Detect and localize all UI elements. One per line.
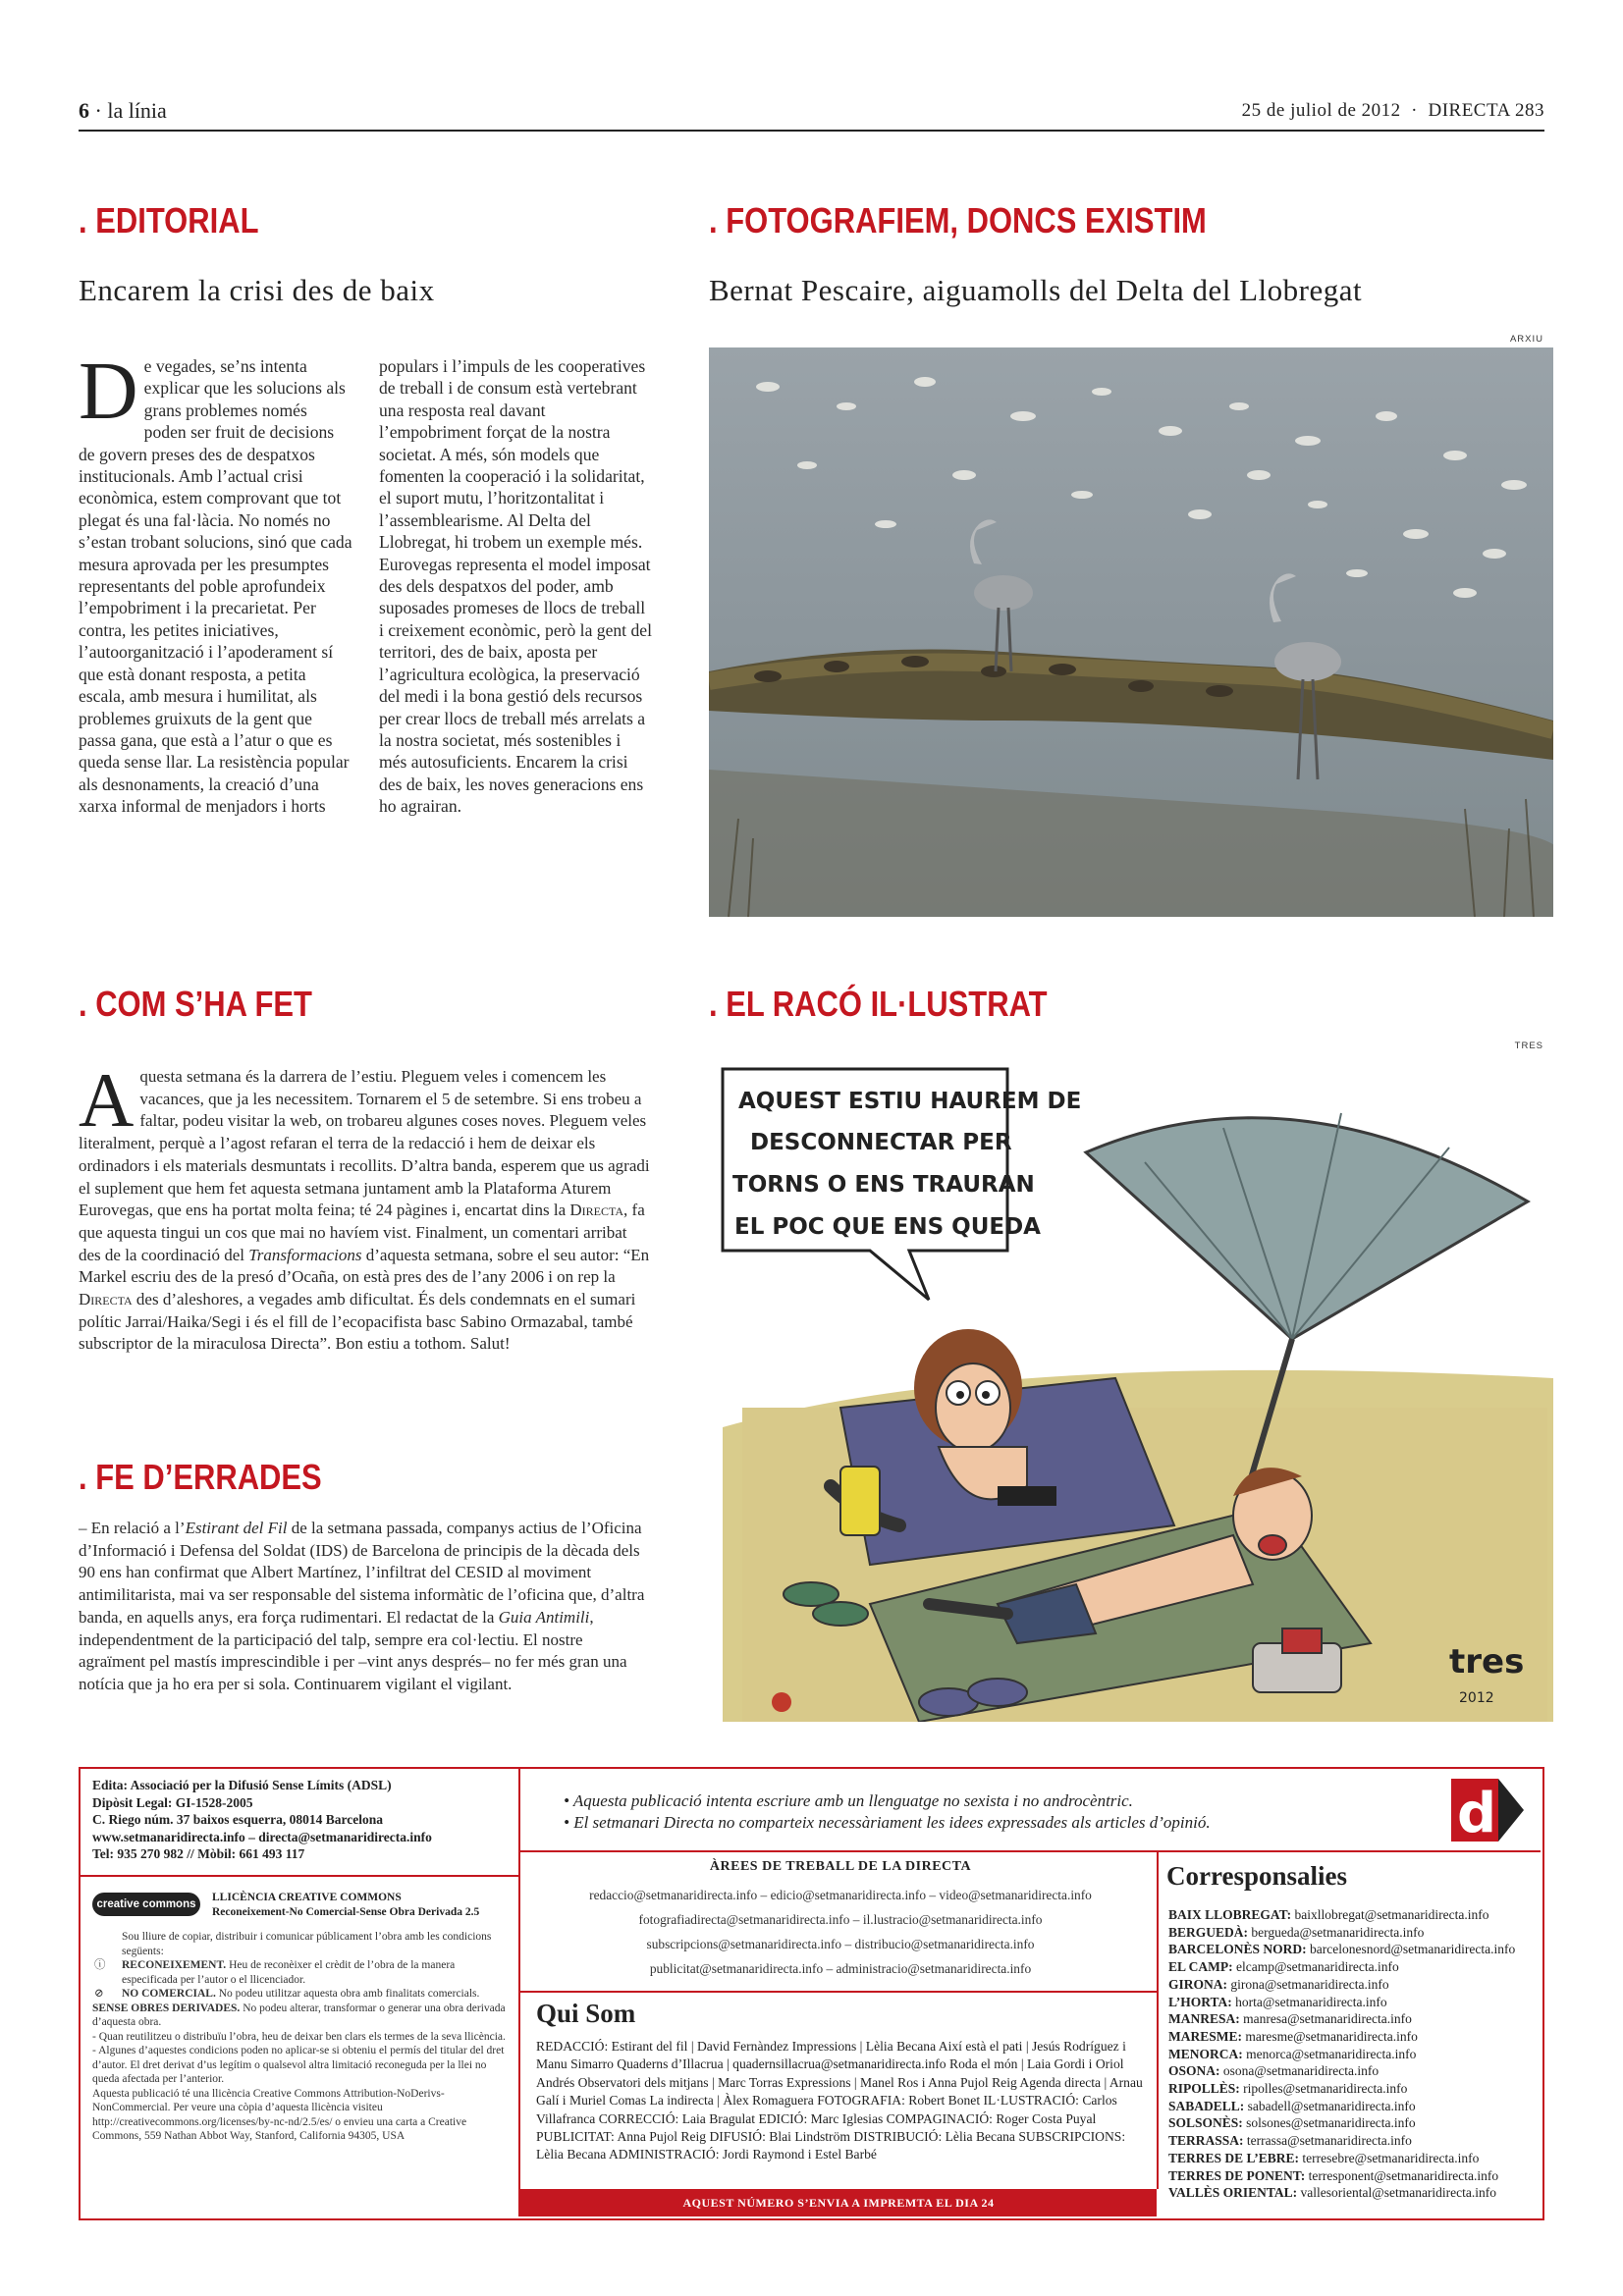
email: girona@setmanaridirecta.info bbox=[1230, 1976, 1389, 1992]
notes-line-2: • El setmanari Directa no comparteix necessàriament les idees expressades als articles d’opinió. bbox=[564, 1813, 1211, 1832]
cc-no-comercial bbox=[92, 1987, 513, 2002]
photo-section-label: . FOTOGRAFIEM, DONCS EXISTIM bbox=[709, 200, 1207, 240]
cc-license-title bbox=[212, 1891, 516, 1919]
corresponsalia-item[interactable] bbox=[1168, 1976, 1538, 1994]
arees-title: ÀREES DE TREBALL DE LA DIRECTA bbox=[709, 1859, 972, 1874]
colophon-web[interactable]: www.setmanaridirecta.info – directa@setmanaridirecta.info bbox=[92, 1829, 432, 1844]
guia-italic: Guia Antimili bbox=[498, 1607, 590, 1627]
email: terresebre@setmanaridirecta.info bbox=[1302, 2150, 1480, 2165]
corresponsalia-item[interactable] bbox=[1168, 2062, 1538, 2080]
email: solsones@setmanaridirecta.info bbox=[1246, 2115, 1416, 2131]
email: terresponent@setmanaridirecta.info bbox=[1308, 2167, 1499, 2183]
com-sha-fet-text-b: , fa que aquesta tingui un cos que mai no havíem vist. Finalment, un comentari arribat des de la coordinació del bbox=[79, 1201, 645, 1264]
email: terrassa@setmanaridirecta.info bbox=[1246, 2133, 1412, 2149]
wetland-heron-image bbox=[709, 347, 1553, 917]
attribution-icon: ⓘ bbox=[94, 1959, 106, 1971]
cc-nd-text: No podeu alterar, transformar o generar una obra derivada d’aquesta obra. bbox=[92, 2002, 506, 2028]
email: horta@setmanaridirecta.info bbox=[1235, 1994, 1387, 2009]
bubble-line-1: AQUEST ESTIU HAUREM DE bbox=[738, 1089, 1082, 1114]
corresponsalia-item[interactable] bbox=[1168, 2167, 1538, 2185]
com-sha-fet-text-a: questa setmana és la darrera de l’estiu. Pleguem veles i comencem les vacances, que ja les necessitem. Tornarem el 5 de setembre. Si ens trobeu a faltar, podeu visitar la web, on trobareu algunes coses noves. Pleguem veles literalment, perquè a l’agost refaran el terra de la redacció i hem de deixar els ordinadors i els materials desmuntats i recollits. D’altra banda, esperem que us agradi el suplement que hem fet aquesta setmana juntament amb la Plataforma Aturem Eurovegas, que ens ha portat molta feina; té 24 pàgines i, encartat dins la bbox=[79, 1067, 650, 1220]
arees-line-3[interactable]: subscripcions@setmanaridirecta.info – distribucio@setmanaridirecta.info bbox=[646, 1937, 1035, 1951]
sunscreen-bottle bbox=[840, 1467, 880, 1535]
colophon-divider bbox=[79, 1875, 518, 1877]
fe-derrades-text-b: de la setmana passada, companys actius de l’Oficina d’Informació i Defensa del Soldat (IDS) de Barcelona de principis de la dècada dels 90 ens han confirmat que Albert Martínez, l’infiltrat del CESID al moviment antimilitarista, mai va ser responsable del sistema informàtic de l’oficina que, d’altra banda, en aquells anys, era força rudimentari. El redactat de la bbox=[79, 1519, 645, 1627]
heron-photo bbox=[709, 347, 1553, 917]
corresponsalia-item[interactable] bbox=[1168, 2080, 1538, 2098]
email: barcelonesnord@setmanaridirecta.info bbox=[1310, 1942, 1516, 1957]
region: MANRESA: bbox=[1168, 2011, 1240, 2027]
com-sha-fet-text bbox=[79, 1057, 652, 1356]
corresponsalia-item[interactable] bbox=[1168, 1906, 1538, 1924]
email: elcamp@setmanaridirecta.info bbox=[1236, 1959, 1399, 1975]
qui-som-divider bbox=[520, 1991, 1157, 1993]
editorial-col1 bbox=[79, 346, 353, 818]
region: EL CAMP: bbox=[1168, 1959, 1233, 1975]
notes-divider bbox=[520, 1850, 1541, 1852]
bubble-line-4: EL POC QUE ENS QUEDA bbox=[734, 1214, 1041, 1240]
noncommercial-icon: ⊘ bbox=[94, 1988, 104, 2000]
editorial-label: . EDITORIAL bbox=[79, 200, 259, 240]
directa-smallcaps-2: Directa bbox=[79, 1290, 133, 1309]
corresponsalia-item[interactable] bbox=[1168, 2114, 1538, 2132]
estirant-italic: Estirant del Fil bbox=[185, 1519, 288, 1537]
cartoon-signature: tres bbox=[1449, 1642, 1525, 1682]
colophon-address: C. Riego núm. 37 baixos esquerra, 08014 Barcelona bbox=[92, 1812, 383, 1827]
fe-derrades-text-a: – En relació a l’ bbox=[79, 1519, 186, 1537]
cc-intro: Sou lliure de copiar, distribuir i comunicar públicament l’obra amb les condicions següents: bbox=[122, 1931, 492, 1957]
email: menorca@setmanaridirecta.info bbox=[1246, 2046, 1417, 2061]
region: BERGUEDÀ: bbox=[1168, 1924, 1249, 1940]
corresponsalia-item[interactable] bbox=[1168, 2150, 1538, 2167]
cc-sense-obres bbox=[92, 2002, 513, 2030]
email: manresa@setmanaridirecta.info bbox=[1243, 2011, 1412, 2027]
page-section-header: 6 · la línia bbox=[79, 98, 167, 123]
corresponsalia-item[interactable] bbox=[1168, 1994, 1538, 2011]
region: TERRES DE PONENT: bbox=[1168, 2167, 1306, 2183]
corresponsalia-item[interactable] bbox=[1168, 2132, 1538, 2150]
corresponsalia-item[interactable] bbox=[1168, 2184, 1538, 2202]
colophon-edita: Edita: Associació per la Difusió Sense Límits (ADSL) bbox=[92, 1778, 392, 1792]
com-sha-fet-text-c: d’aquesta setmana, sobre el seu autor: “En Markel escriu des de la presó d’Ocaña, on està pres des de l’any 2006 i on rep la bbox=[79, 1245, 650, 1287]
corresponsalia-item[interactable] bbox=[1168, 2010, 1538, 2028]
qui-som-text: REDACCIÓ: Estirant del fil | David Fernàndez Impressions | Lèlia Becana Així està el pati | Jesús Rodríguez i Manu Simarro Quaderns d’Illacrua | quadernsillacrua@setmanaridirecta.info Roda el món | Laia Gordi i Oriol Andrés Observatori dels mitjans | Marc Torras Expressions | Manel Ros i Anna Pujol Reig Agenda directa | Arnau Galí i Muriel Comas La indirecta | Àlex Romaguera FOTOGRAFIA: Robert Bonet IL·LUSTRACIÓ: Carlos Villafranca CORRECCIÓ: Laia Bragulat EDICIÓ: Marc Iglesias COMPAGINACIÓ: Roger Costa Puyal PUBLICITAT: Anna Pujol Reig DIFUSIÓ: Blai Lindström DISTRIBUCIÓ: Lèlia Becana SUBSCRIPCIONS: Lèlia Becana ADMINISTRACIÓ: Jordi Raymond i Estel Barbé bbox=[536, 2039, 1143, 2163]
cc-rec-text: Heu de reconèixer el crèdit de l’obra de la manera especificada per l’autor o el llicenciador. bbox=[122, 1959, 456, 1986]
cc-para-2: - Algunes d’aquestes condicions poden no aplicar-se si obteniu el permís del titular del dret d’autor. El dret derivat d’us legítim o qualsevol altra limitació reconeguda per la llei no queda afectada per l’anterior. bbox=[92, 2045, 505, 2085]
region: BAIX LLOBREGAT: bbox=[1168, 1907, 1292, 1922]
email: osona@setmanaridirecta.info bbox=[1222, 2063, 1380, 2079]
creative-commons-logo: creative commons bbox=[92, 1893, 200, 1916]
cc-nc-text: No podeu utilitzar aquesta obra amb finalitats comercials. bbox=[215, 1988, 480, 2000]
impremta-bar: AQUEST NÚMERO S’ENVIA A IMPREMTA EL DIA 24 bbox=[520, 2189, 1157, 2216]
com-sha-fet-text-d: des d’aleshores, a vegades amb dificultat. És dels condemnats en el sumari polític Jarrai/Haika/Segi i és el fill de l’ecopacifista basc Sabino Ormazabal, també subscriptor de la miraculosa Directa”. Bon estiu a tothom. Salut! bbox=[79, 1290, 636, 1354]
arees-line-2[interactable]: fotografiadirecta@setmanaridirecta.info – il.lustracio@setmanaridirecta.info bbox=[638, 1912, 1043, 1927]
photo-headline: Bernat Pescaire, aiguamolls del Delta del Llobregat bbox=[709, 273, 1363, 307]
cc-rec-title: RECONEIXEMENT. bbox=[122, 1959, 227, 1971]
colophon-phone: Tel: 935 270 982 // Mòbil: 661 493 117 bbox=[92, 1846, 305, 1861]
cc-title: LLICÈNCIA CREATIVE COMMONS bbox=[212, 1892, 402, 1903]
cc-subtitle: Reconeixement-No Comercial-Sense Obra Derivada 2.5 bbox=[212, 1905, 480, 1918]
region: RIPOLLÈS: bbox=[1168, 2081, 1240, 2097]
region: SABADELL: bbox=[1168, 2098, 1245, 2113]
crab bbox=[772, 1692, 791, 1712]
bubble-line-2: DESCONNECTAR PER bbox=[750, 1130, 1012, 1155]
cc-terms bbox=[92, 1930, 513, 2144]
corresponsalia-item[interactable] bbox=[1168, 1924, 1538, 1942]
page-dateline: 25 de juliol de 2012 · DIRECTA 283 bbox=[1241, 100, 1544, 121]
arees-line-1[interactable]: redaccio@setmanaridirecta.info – edicio@setmanaridirecta.info – video@setmanaridirecta.info bbox=[589, 1888, 1092, 1902]
email: baixllobregat@setmanaridirecta.info bbox=[1294, 1907, 1489, 1922]
arees-line-4[interactable]: publicitat@setmanaridirecta.info – administracio@setmanaridirecta.info bbox=[649, 1961, 1032, 1976]
photo-credit: ARXIU bbox=[1509, 334, 1543, 345]
region: MARESME: bbox=[1168, 2028, 1242, 2044]
editorial-dropcap: D bbox=[79, 346, 138, 437]
cc-nd-title: SENSE OBRES DERIVADES. bbox=[92, 2002, 241, 2014]
corresponsalia-item[interactable] bbox=[1168, 2098, 1538, 2115]
corresponsalies-divider bbox=[1157, 1852, 1159, 2189]
cartoon bbox=[703, 1054, 1553, 1722]
fe-derrades-text-c: , independentment de la participació del talp, sempre era col·lectiu. El nostre agraïment pel mastís imprescindible i per –vint anys després– no fer més gran una notícia que ja ho era per si sola. Continuarem vigilant el vigilant. bbox=[79, 1607, 627, 1693]
email: ripolles@setmanaridirecta.info bbox=[1243, 2081, 1408, 2097]
corresponsalia-item[interactable] bbox=[1168, 1958, 1538, 1976]
editorial-notes bbox=[564, 1790, 1428, 1834]
directa-logo[interactable] bbox=[1451, 1779, 1524, 1842]
region: TERRASSA: bbox=[1168, 2133, 1244, 2149]
cc-para-3[interactable]: Aquesta publicació té una llicència Creative Commons Attribution-NoDerivs-NonCommercial. Per veure una còpia d’aquesta llicència visiteu http://creativecommons.org/licenses/by-nc-nd/2.5/es/ o envieu una carta a Creative Commons, 559 Nathan Abbot Way, Stanford, California 94305, USA bbox=[92, 2087, 467, 2142]
qui-som-title: Qui Som bbox=[536, 1999, 636, 2028]
issue-date: 25 de juliol de 2012 bbox=[1241, 100, 1401, 121]
corresponsalia-item[interactable] bbox=[1168, 1941, 1538, 1958]
email: vallesoriental@setmanaridirecta.info bbox=[1300, 2185, 1497, 2201]
bubble-line-3: TORNS O ENS TRAURAN bbox=[732, 1172, 1035, 1198]
email: maresme@setmanaridirecta.info bbox=[1245, 2028, 1418, 2044]
region: L’HORTA: bbox=[1168, 1994, 1232, 2009]
com-sha-fet-label: . COM S’HA FET bbox=[79, 984, 312, 1024]
cc-nc-title: NO COMERCIAL. bbox=[122, 1988, 216, 2000]
colophon-diposit: Dipòsit Legal: GI-1528-2005 bbox=[92, 1794, 253, 1810]
region: VALLÈS ORIENTAL: bbox=[1168, 2185, 1298, 2201]
region: BARCELONÈS NORD: bbox=[1168, 1942, 1307, 1957]
colophon-details bbox=[92, 1777, 505, 1863]
logo-letter: d bbox=[1457, 1782, 1497, 1842]
region: MENORCA: bbox=[1168, 2046, 1243, 2061]
com-sha-fet-dropcap: A bbox=[79, 1057, 135, 1143]
header-rule bbox=[79, 130, 1544, 132]
corresponsalia-item[interactable] bbox=[1168, 2028, 1538, 2046]
corresponsalia-item[interactable] bbox=[1168, 2046, 1538, 2063]
region: GIRONA: bbox=[1168, 1976, 1227, 1992]
editorial-col2: populars i l’impuls de les cooperatives de treball i de consum està vertebrant una resposta real davant l’empobriment forçat de la nostra societat. A més, són models que fomenten la cooperació i la solidaritat, el suport mutu, l’horitzontalitat i l’assemblearisme. Al Delta del Llobregat, hi trobem un exemple més. Eurovegas representa el model imposat des dels despatxos del poder, amb suposades promeses de llocs de treball i creixement econòmic, però la gent del territori, des de baix, aposta per l’agricultura ecològica, la preservació del medi i la bona gestió dels recursos per crear llocs de treball més arrelats a la nostra societat, més sostenibles i més autosuficients. Encarem la crisi des de baix, les noves generacions ens ho agrairan. bbox=[379, 356, 652, 817]
corresponsalies-title: Corresponsalies bbox=[1166, 1861, 1348, 1891]
cartoon-year: 2012 bbox=[1459, 1690, 1494, 1706]
section-name: la línia bbox=[107, 98, 167, 123]
publication-name: DIRECTA 283 bbox=[1428, 100, 1544, 121]
page-number: 6 bbox=[79, 98, 89, 123]
cc-para-1: - Quan reutilitzeu o distribuïu l’obra, heu de deixar ben clars els termes de la seva llicència. bbox=[92, 2030, 506, 2043]
email: sabadell@setmanaridirecta.info bbox=[1247, 2098, 1416, 2113]
region: OSONA: bbox=[1168, 2063, 1220, 2079]
fe-derrades-label: . FE D’ERRADES bbox=[79, 1457, 322, 1497]
raco-label: . EL RACÓ IL·LUSTRAT bbox=[709, 984, 1048, 1024]
editorial-col1-text: e vegades, se’ns intenta explicar que les solucions als grans problemes només poden ser fruit de decisions de govern preses des de despatxos institucionals. Amb l’actual crisi econòmica, estem comprovant que tot plegat és una fal·làcia. No només no s’estan trobant solucions, sinó que cada mesura aprovada per les presumptes representants del poble aprofundeix l’empobriment i la precarietat. Per contra, les petites iniciatives, l’autoorganització i l’apoderament sí que està donant resposta, a petita escala, amb mesura i humilitat, als problemes gruixuts de la gent que passa gana, que està a l’atur o que es queda sense llar. La resistència popular als desnonaments, la creació d’una xarxa informal de menjadors i horts bbox=[79, 356, 352, 817]
directa-logo-icon bbox=[1451, 1779, 1524, 1842]
arees-emails bbox=[526, 1883, 1155, 1981]
email: bergueda@setmanaridirecta.info bbox=[1251, 1924, 1425, 1940]
cc-reconeixement bbox=[92, 1958, 513, 1987]
fe-derrades-text bbox=[79, 1518, 652, 1696]
beach-cartoon-image bbox=[703, 1054, 1553, 1722]
cartoon-credit: TRES bbox=[1514, 1041, 1543, 1051]
corresponsalies-list bbox=[1168, 1906, 1538, 2202]
region: TERRES DE L’EBRE: bbox=[1168, 2150, 1300, 2165]
transformacions-italic: Transformacions bbox=[248, 1245, 362, 1264]
notes-line-1: • Aquesta publicació intenta escriure amb un llenguatge no sexista i no androcèntric. bbox=[564, 1791, 1133, 1810]
editorial-headline: Encarem la crisi des de baix bbox=[79, 273, 435, 307]
region: SOLSONÈS: bbox=[1168, 2115, 1243, 2131]
directa-smallcaps: Directa bbox=[569, 1201, 624, 1220]
